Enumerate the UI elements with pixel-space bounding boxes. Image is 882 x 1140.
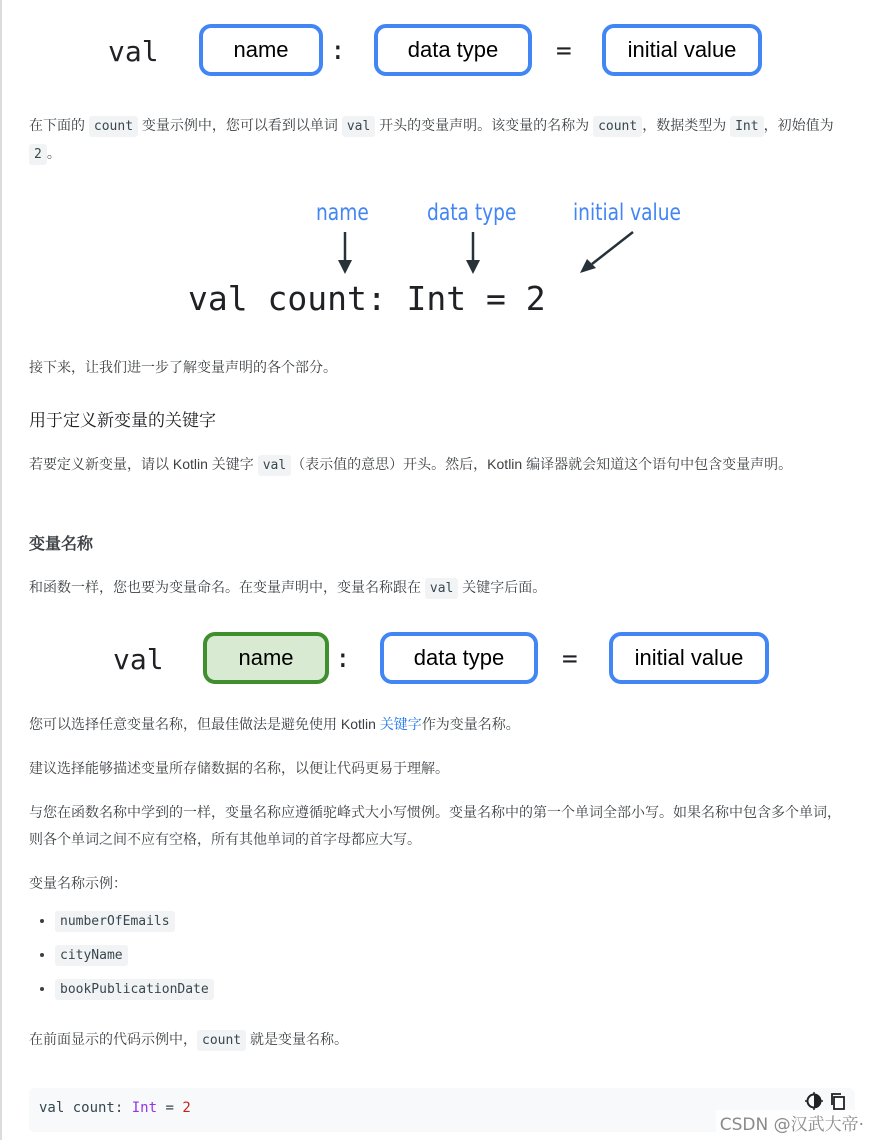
syntax-diagram-top bbox=[0, 24, 882, 84]
keyword-paragraph: 若要定义新变量，请以 Kotlin 关键字 val （表示值的意思）开头。然后，Kotlin 编译器就会知道这个语句中包含变量声明。 bbox=[29, 451, 844, 479]
colon: : bbox=[330, 36, 346, 66]
inline-code-count: count bbox=[89, 116, 138, 137]
copy-icon[interactable] bbox=[829, 1092, 847, 1110]
initial-value-box: initial value bbox=[609, 632, 769, 684]
list-item bbox=[55, 946, 214, 980]
name-box-highlighted: name bbox=[203, 632, 329, 684]
val-keyword: val bbox=[108, 35, 159, 68]
val-keyword: val bbox=[113, 643, 164, 676]
next-paragraph: 接下来，让我们进一步了解变量声明的各个部分。 bbox=[29, 359, 337, 375]
arrow-to-value bbox=[592, 232, 633, 264]
describe-paragraph: 建议选择能够描述变量所存储数据的名称，以便让代码更易于理解。 bbox=[29, 760, 449, 776]
inline-code-int: Int bbox=[730, 116, 763, 137]
dark-mode-icon[interactable] bbox=[805, 1092, 823, 1110]
initial-value-box: initial value bbox=[602, 24, 762, 76]
example-name: bookPublicationDate bbox=[55, 979, 214, 1000]
left-border bbox=[0, 0, 2, 1140]
code-line: val count: Int = 2 bbox=[39, 1100, 191, 1116]
inline-code-val: val bbox=[258, 455, 291, 476]
variable-name-heading: 变量名称 bbox=[29, 536, 94, 553]
code-toolbar bbox=[805, 1092, 847, 1110]
list-item bbox=[55, 912, 214, 946]
inline-code-two: 2 bbox=[29, 144, 47, 165]
inline-code-count: count bbox=[197, 1030, 246, 1051]
examples-list bbox=[29, 912, 214, 1014]
count-paragraph: 在前面显示的代码示例中， count 就是变量名称。 bbox=[29, 1026, 849, 1054]
equals-sign: = bbox=[556, 36, 572, 66]
keywords-link[interactable]: 关键字 bbox=[379, 716, 422, 732]
camel-case-paragraph: 与您在函数名称中学到的一样，变量名称应遵循驼峰式大小写惯例。变量名称中的第一个单词全部小写。如果名称中包含多个单词，则各个单词之间不应有空格，所有其他单词的首字母都应大写。 bbox=[29, 804, 841, 847]
label-name: name bbox=[316, 200, 369, 226]
inline-code-count: count bbox=[593, 116, 642, 137]
example-name: cityName bbox=[55, 945, 128, 966]
name-paragraph: 和函数一样，您也要为变量命名。在变量声明中，变量名称跟在 val 关键字后面。 bbox=[29, 574, 849, 602]
data-type-box: data type bbox=[374, 24, 532, 76]
colon: : bbox=[335, 644, 351, 674]
example-name: numberOfEmails bbox=[55, 911, 175, 932]
name-box: name bbox=[199, 24, 323, 76]
watermark: CSDN @汉武大帝· bbox=[716, 1110, 868, 1135]
keyword-section-heading: 用于定义新变量的关键字 bbox=[29, 411, 216, 430]
data-type-box: data type bbox=[380, 632, 538, 684]
equals-sign: = bbox=[562, 644, 578, 674]
label-data-type: data type bbox=[427, 200, 517, 226]
choose-name-paragraph: 您可以选择任意变量名称，但最佳做法是避免使用 Kotlin 关键字作为变量名称。 bbox=[29, 716, 520, 732]
intro-paragraph: 在下面的 count 变量示例中，您可以看到以单词 val 开头的变量声明。该变量的名称为 count ，数据类型为 Int ，初始值为 2 。 bbox=[29, 112, 849, 168]
annotated-declaration-diagram bbox=[0, 190, 882, 330]
label-initial-value: initial value bbox=[573, 200, 681, 226]
examples-heading: 变量名称示例： bbox=[29, 875, 127, 891]
list-item bbox=[55, 980, 214, 1014]
inline-code-val: val bbox=[425, 578, 458, 599]
inline-code-val: val bbox=[342, 116, 375, 137]
syntax-diagram-name-highlight bbox=[0, 632, 882, 692]
declaration-code: val count: Int = 2 bbox=[188, 279, 546, 318]
